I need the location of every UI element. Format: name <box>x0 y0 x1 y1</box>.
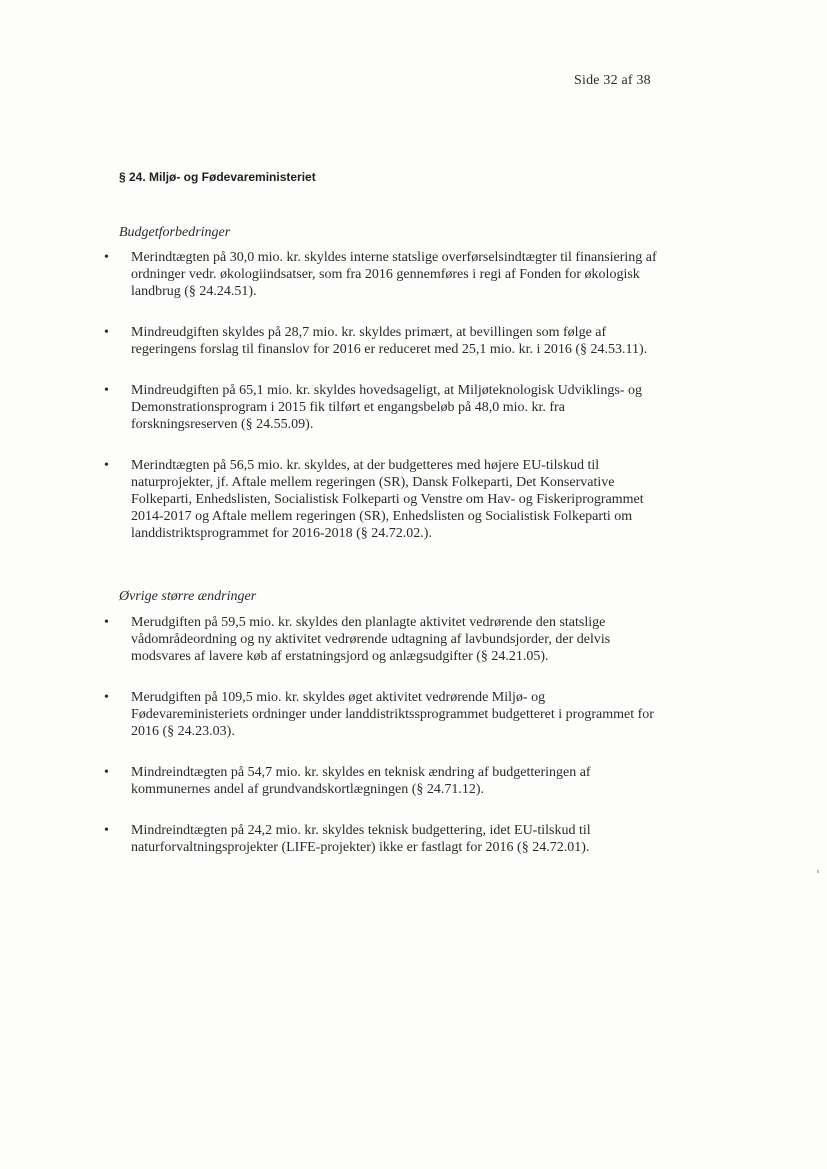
scan-mark <box>817 870 819 873</box>
list-item: • Merudgiften på 59,5 mio. kr. skyldes den planlagte aktivitet vedrørende den statslige vådområdeordning og ny aktivitet vedrørende udtagning af lavbundsjorder, der delvis modsvares af lavere køb af erstatningsjord og anlægsudgifter (§ 24.21.05). <box>104 614 664 665</box>
page-number: Side 32 af 38 <box>574 73 651 88</box>
list-item: • Mindreindtægten på 54,7 mio. kr. skyldes en teknisk ændring af budgetteringen af kommunernes andel af grundvandskortlægningen (§ 24.71.12). <box>104 764 664 798</box>
list-item: • Mindreudgiften skyldes på 28,7 mio. kr. skyldes primært, at bevillingen som følge af regeringens forslag til finanslov for 2016 er reduceret med 25,1 mio. kr. i 2016 (§ 24.53.11). <box>104 324 664 358</box>
section-heading-oevrige-stoerre-aendringer: Øvrige større ændringer <box>119 589 257 604</box>
section-heading-budgetforbedringer: Budgetforbedringer <box>119 225 231 240</box>
oevrige-aendringer-list <box>104 614 664 880</box>
chapter-title: § 24. Miljø- og Fødevareministeriet <box>119 170 316 184</box>
list-item: • Merindtægten på 30,0 mio. kr. skyldes interne statslige overførselsindtægter til finansiering af ordninger vedr. økologiindsatser, som fra 2016 gennemføres i regi af Fonden for økologisk landbrug (§ 24.24.51). <box>104 249 664 300</box>
list-item: • Merindtægten på 56,5 mio. kr. skyldes, at der budgetteres med højere EU-tilskud til naturprojekter, jf. Aftale mellem regeringen (SR), Dansk Folkeparti, Det Konservative Folkeparti, Enhedslisten, Socialistisk Folkeparti og Venstre om Hav- og Fiskeriprogrammet 2014-2017 og Aftale mellem regeringen (SR), Enhedslisten og Socialistisk Folkeparti om landdistriktsprogrammet for 2016-2018 (§ 24.72.02.). <box>104 457 664 542</box>
budgetforbedringer-list <box>104 249 664 566</box>
list-item: • Mindreindtægten på 24,2 mio. kr. skyldes teknisk budgettering, idet EU-tilskud til naturforvaltningsprojekter (LIFE-projekter) ikke er fastlagt for 2016 (§ 24.72.01). <box>104 822 664 856</box>
list-item: • Mindreudgiften på 65,1 mio. kr. skyldes hovedsageligt, at Miljøteknologisk Udviklings- og Demonstrationsprogram i 2015 fik tilført et engangsbeløb på 48,0 mio. kr. fra forskningsreserven (§ 24.55.09). <box>104 382 664 433</box>
list-item: • Merudgiften på 109,5 mio. kr. skyldes øget aktivitet vedrørende Miljø- og Fødevareministeriets ordninger under landdistriktssprogrammet budgetteret i programmet for 2016 (§ 24.23.03). <box>104 689 664 740</box>
